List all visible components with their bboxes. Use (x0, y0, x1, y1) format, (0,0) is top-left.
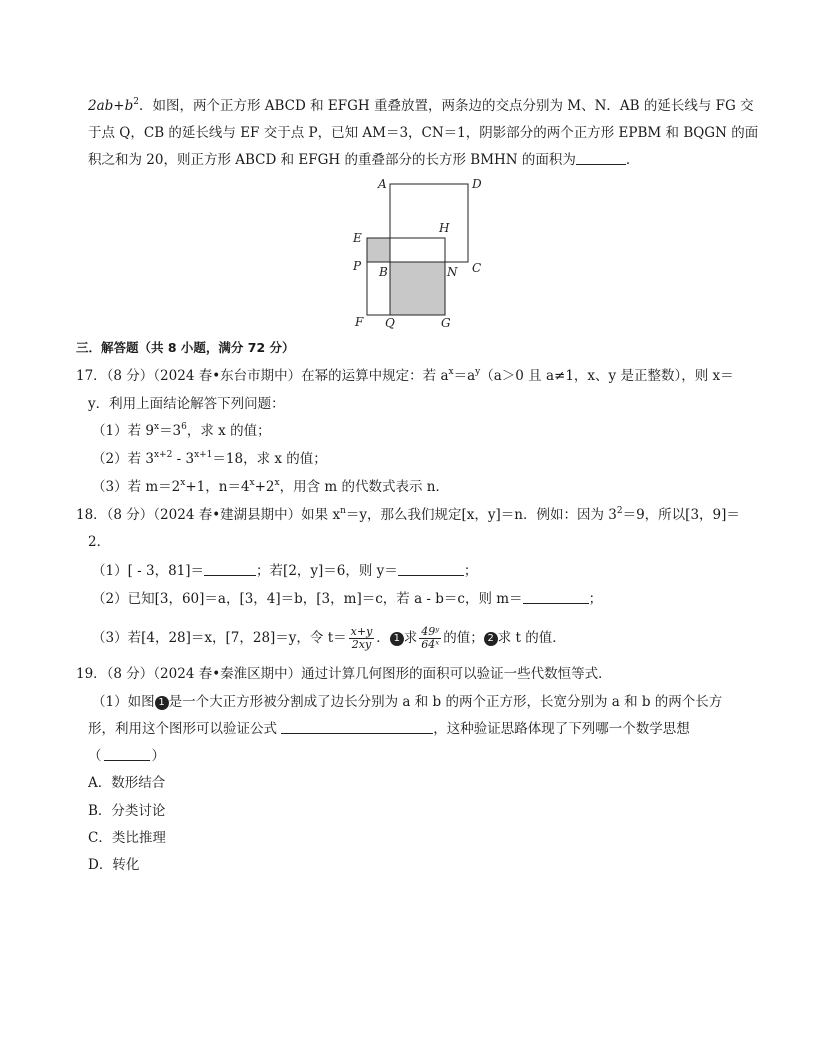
fraction-t: $\frac{x+y}{2xy}$ (350, 625, 373, 651)
shaded-square-bqgn (390, 262, 445, 315)
q19-part-1-cont: 形，利用这个图形可以验证公式 ，这种验证思路体现了下列哪一个数学思想 (88, 721, 690, 737)
circled-number-2: 2 (484, 632, 498, 646)
q18-blank-2[interactable] (398, 561, 464, 576)
q18-blank-3[interactable] (523, 589, 589, 604)
q19-option-d: D．转化 (88, 857, 140, 873)
label-D: D (472, 177, 482, 191)
q19-choice-paren: （ ） (88, 748, 165, 764)
section-3-title: 三．解答题（共 8 小题，满分 72 分） (76, 340, 295, 355)
q19-option-b: B．分类讨论 (88, 803, 166, 819)
q17-part-3: （3）若 $m=2^x+1$，$n=4^x+2^x$，用含 m 的代数式表示 n． (92, 478, 449, 495)
label-H: H (439, 221, 450, 235)
q18-blank-1[interactable] (204, 561, 256, 576)
intro-line-3: 积之和为 20，则正方形 ABCD 和 EFGH 的重叠部分的长方形 BMHN 的面积为 ． (88, 152, 640, 168)
q19-head: 19．（8 分）（2024 春•秦淮区期中）通过计算几何图形的面积可以验证一些代数恒等式． (76, 666, 612, 682)
label-N: N (447, 265, 458, 279)
shaded-square-epbm (367, 238, 390, 262)
intro-line-1: $2ab+b^2$．如图，两个正方形 ABCD 和 EFGH 重叠放置，两条边的交点分别为 M、N．AB 的延长线与 FG 交 (88, 97, 754, 114)
q18-part-1: （1）[ - 3，81]＝ ；若[2，y]＝6，则 y＝ ； (92, 563, 478, 579)
label-C: C (472, 261, 482, 275)
label-P: P (353, 259, 362, 273)
answer-blank[interactable] (576, 150, 626, 165)
label-E: E (353, 231, 362, 245)
squares-figure (340, 172, 490, 334)
square-abcd (390, 184, 468, 262)
q17-part-2: （2）若 $3^{x+2} - 3^{x+1}=18$，求 x 的值； (92, 450, 327, 467)
intro-line-2: 于点 Q，CB 的延长线与 EF 交于点 P，已知 AM＝3，CN＝1，阴影部分的两个正方形 EPBM 和 BQGN 的面 (88, 125, 759, 141)
circled-number-1-q19: 1 (155, 696, 169, 710)
q18-part-3: （3）若[4，28]＝x，[7，28]＝y，令 t＝ $\frac{x+y}{2xy}$ ． 1 求 $\frac{\text{49ʸ}}{\text{64ˣ}}$ 的值； 2 求 t 的值． (92, 625, 566, 651)
q17-head: 17．（8 分）（2024 春•东台市期中）在幂的运算中规定：若 $a^x=a^y(a>0$ 且 a≠1，x、y 是正整数），则 x＝ (76, 367, 734, 384)
label-A: A (378, 177, 387, 191)
q19-option-c: C．类比推理 (88, 830, 166, 846)
circled-number-1: 1 (390, 632, 404, 646)
q18-head: 18．（8 分）（2024 春•建湖县期中）如果 $x^n=y$，那么我们规定[x，y]＝n．例如：因为 $3^2=9$，所以[3，9]＝ (76, 506, 740, 523)
q17-cont: y．利用上面结论解答下列问题： (88, 396, 285, 412)
q19-formula-blank[interactable] (281, 719, 433, 734)
label-F: F (355, 315, 364, 329)
q18-part-2: （2）已知[3，60]＝a，[3，4]＝b，[3，m]＝c，若 a - b＝c，则 m＝ ； (92, 591, 603, 607)
q17-part-1: （1）若 $9^x=3^6$，求 x 的值； (92, 422, 271, 439)
label-Q: Q (385, 316, 395, 330)
q18-cont: 2． (88, 534, 111, 550)
q19-choice-blank[interactable] (104, 746, 150, 761)
q19-option-a: A．数形结合 (88, 775, 166, 791)
label-G: G (441, 316, 451, 330)
label-B: B (379, 265, 388, 279)
q19-part-1: （1）如图 1 是一个大正方形被分割成了边长分别为 a 和 b 的两个正方形，长宽分别为 a 和 b 的两个长方 (92, 694, 723, 710)
fraction-49y-64x: $\frac{\text{49ʸ}}{\text{64ˣ}}$ (421, 625, 440, 651)
